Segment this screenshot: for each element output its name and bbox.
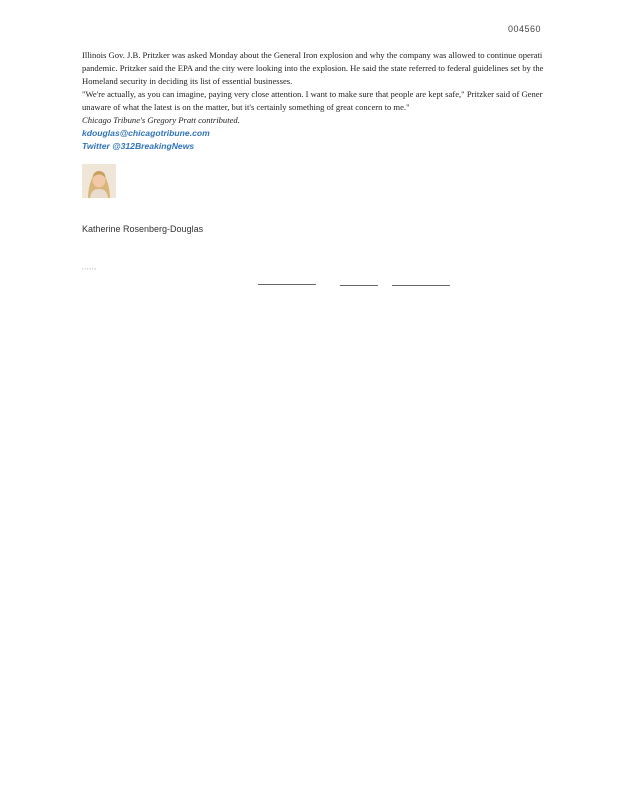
divider-segment — [258, 284, 316, 285]
divider-segment — [392, 285, 450, 286]
article-text-line: unaware of what the latest is on the matter, but it's certainly something of great concern to me." — [82, 102, 410, 112]
divider-segment — [340, 285, 378, 286]
contributor-credit: Chicago Tribune's Gregory Pratt contributed. — [82, 115, 240, 125]
article-body — [82, 49, 572, 153]
author-name: Katherine Rosenberg-Douglas — [82, 224, 204, 234]
author-avatar — [82, 164, 116, 198]
page-number: 004560 — [508, 24, 542, 34]
author-portrait-icon — [82, 164, 116, 198]
article-text-line: Homeland security in deciding its list of essential businesses. — [82, 76, 293, 86]
twitter-handle-link[interactable]: Twitter @312BreakingNews — [82, 141, 195, 151]
article-text-line: Illinois Gov. J.B. Pritzker was asked Monday about the General Iron explosion and why the company was allowed to continue operati — [82, 50, 543, 60]
author-email-link[interactable]: kdouglas@chicagotribune.com — [82, 128, 210, 138]
scan-mark: ▪ ▪ ▪ ▪ ▪ ▪ — [82, 266, 97, 271]
article-text-line: pandemic. Pritzker said the EPA and the city were looking into the explosion. He said the state referred to federal guidelines set by the — [82, 63, 544, 73]
article-text-line: "We're actually, as you can imagine, paying very close attention. I want to make sure that people are kept safe," Pritzker said of Gener — [82, 89, 543, 99]
